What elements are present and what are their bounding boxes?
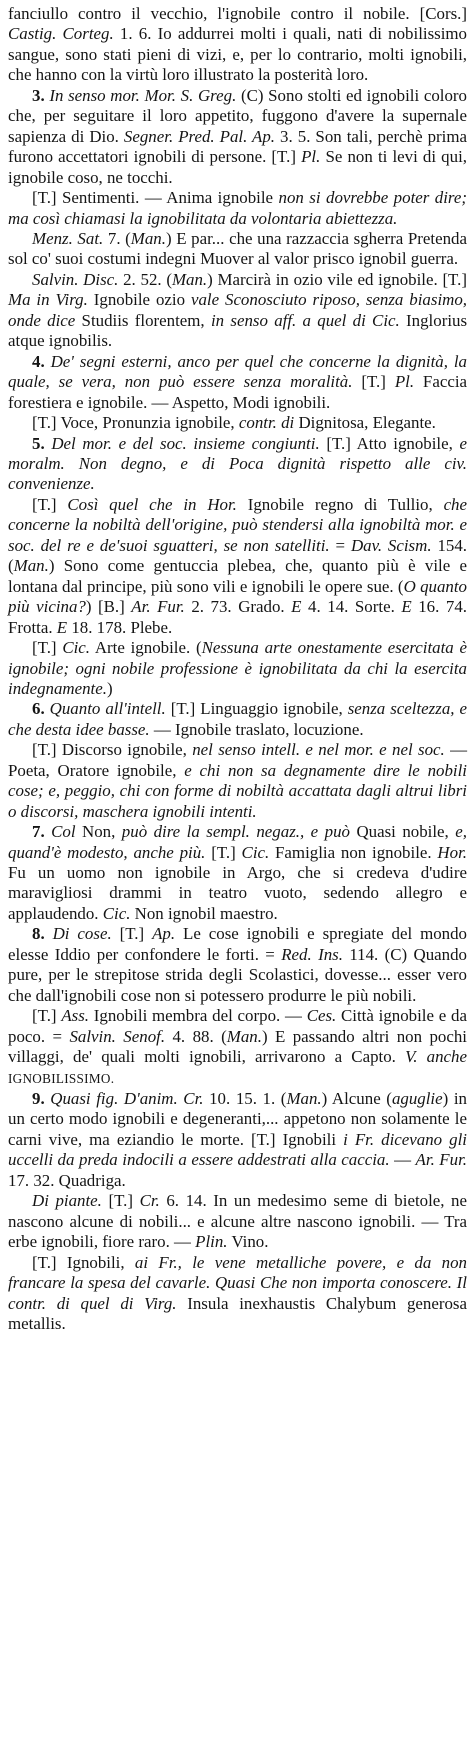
entry-text: aguglie xyxy=(391,1089,443,1109)
entry-paragraph xyxy=(8,352,467,413)
entry-text: 4. 14. Sorte. xyxy=(301,597,402,617)
entry-text: Man. xyxy=(226,1026,262,1046)
entry-text: Ap. xyxy=(152,924,176,944)
sense-number: 3. xyxy=(32,85,45,105)
entry-paragraph xyxy=(8,740,467,822)
entry-text: Cr. xyxy=(139,1191,160,1211)
entry-text: ) E par... che una razzaccia sgherra Pretenda sol co' suoi costumi indegni Muover al valor prisco ignobil guerra. xyxy=(8,228,467,269)
entry-text: [T.] xyxy=(352,372,395,392)
entry-text: Ar. Fur. xyxy=(131,597,185,617)
entry-text: [T.] xyxy=(32,1006,62,1026)
entry-text: Ignobile ozio xyxy=(87,290,191,310)
entry-text: 154. ( xyxy=(8,535,467,576)
entry-text: Ma in Virg. xyxy=(8,290,88,310)
entry-text: Cic. xyxy=(241,842,270,862)
entry-text: (C) Sono stolti ed ignobili coloro che, per seguitare il loro appetito, fuggono d'avere la supernale sapienza di Dio. xyxy=(8,85,468,146)
entry-text: — xyxy=(389,1150,416,1170)
entry-paragraph xyxy=(8,1089,467,1191)
entry-text: ) in un certo modo ignobili e degeneranti,... appetono non solamente le carni vive, ma eziandio le morte. [T.] Ignobili xyxy=(8,1089,467,1149)
entry-paragraph xyxy=(8,4,467,86)
entry-text: Non ignobil maestro. xyxy=(130,903,278,923)
entry-text: ai Fr., le vene metalliche povere, e da non francare la spesa del cavarle. Quasi Che non importa conoscere. Il contr. di quel di Virg. xyxy=(8,1252,467,1313)
entry-text: Non, xyxy=(75,822,122,842)
entry-text: Famiglia non ignobile. xyxy=(269,842,438,862)
entry-text: senza sceltezza, e che desta idee basse. xyxy=(8,699,467,739)
sense-number: 4. xyxy=(32,351,45,371)
entry-paragraph xyxy=(8,270,467,352)
entry-text: e moralm. Non degno, e di Poca dignità rispetto alle civ. convenienze. xyxy=(8,433,467,494)
entry-text: O quanto più vicina? xyxy=(8,576,467,617)
entry-text: 6. 14. In un medesimo seme di bietole, ne nascono alcune di nobili... e alcune altre nascono ignobili. — Tra erbe ignobili, fiore raro. — xyxy=(8,1191,467,1252)
entry-text: 7. ( xyxy=(103,228,131,248)
entry-paragraph xyxy=(8,86,467,188)
entry-text: [T.] Atto ignobile, xyxy=(319,433,460,453)
entry-paragraph xyxy=(8,229,467,270)
entry-text: e chi non sa degnamente dire le nobili cose; e, peggio, chi con forme di nobiltà accattata dagli altrui libri o discorsi, maschera ignobili intenti. xyxy=(8,760,467,821)
entry-text: Man. xyxy=(13,556,49,576)
entry-text: [T.] xyxy=(101,1191,140,1211)
entry-text: 1. 6. Io addurrei molti i quali, nati di nobilissimo sangue, sono stati pieni di vizi, e, per lo contrario, molti ignobili, che hanno con la virtù loro illustrato la posterità loro. xyxy=(8,24,468,85)
entry-paragraph xyxy=(8,822,467,924)
sense-number: 8. xyxy=(32,924,45,944)
entry-text: può dire la sempl. negaz., e può xyxy=(121,822,350,842)
entry-text: [T.] xyxy=(205,842,242,862)
entry-text: Ar. Fur. xyxy=(415,1150,467,1170)
entry-text: Quasi fig. D'anim. Cr. xyxy=(44,1089,204,1109)
entry-text: E xyxy=(291,597,302,617)
entry-text: Del mor. e del soc. insieme congiunti. xyxy=(44,433,320,453)
entry-text: fanciullo contro il vecchio, l'ignobile contro il nobile. [Cors.] xyxy=(8,4,467,23)
entry-paragraph xyxy=(8,924,467,1006)
entry-text: ) E passando altri non pochi villaggi, de' quali molti ignobili, arrivarono a Capto. xyxy=(8,1026,467,1067)
entry-text: — Poeta, Oratore ignobile, xyxy=(8,740,467,780)
entry-paragraph xyxy=(8,413,467,433)
entry-text: Così quel che in Hor. xyxy=(67,494,237,514)
entry-paragraph xyxy=(8,1253,467,1335)
entry-paragraph xyxy=(8,434,467,495)
entry-text: Plin. xyxy=(195,1232,228,1252)
entry-text: 16. 74. Frotta. xyxy=(8,597,467,637)
entry-text: 114. (C) Quando pure, per le strepitose strida degli Scolastici, dovesse... esser vero che dall'ignobili cose non si potessero produrre le più nobili. xyxy=(8,944,468,1005)
entry-text: Pl. xyxy=(301,147,321,167)
entry-text: e, quand'è modesto, anche più. xyxy=(8,822,467,862)
entry-text: Insula inexhaustis Chalybum generosa metallis. xyxy=(8,1293,467,1333)
entry-text: 10. 15. 1. ( xyxy=(203,1089,287,1109)
entry-text: = xyxy=(329,535,351,555)
entry-text: 2. 52. ( xyxy=(118,269,172,289)
entry-text: 3. 5. Son tali, perchè prima furono accettatori ignobili di persone. [T.] xyxy=(8,126,467,167)
entry-text: Segner. Pred. Pal. Ap. xyxy=(123,126,276,146)
entry-text: Dignitosa, Elegante. xyxy=(294,413,436,433)
entry-text: ) Marcirà in ozio vile ed ignobile. [T.] xyxy=(207,269,467,289)
entry-text: Inglorius atque ignobilis. xyxy=(8,310,468,351)
entry-text: Di piante. xyxy=(32,1191,102,1211)
entry-text: Quanto all'intell. xyxy=(44,699,166,719)
sense-number: 9. xyxy=(32,1089,45,1109)
entry-text: [T.] Discorso ignobile, xyxy=(32,740,193,760)
entry-text: E xyxy=(401,597,412,617)
entry-text: Salvin. Senof. xyxy=(69,1026,166,1046)
entry-paragraph xyxy=(8,495,467,638)
entry-text: vale Sconosciuto riposo, senza biasimo, onde dice xyxy=(8,290,467,330)
entry-text: in senso aff. a quel di Cic. xyxy=(210,310,400,330)
entry-text: Col xyxy=(44,822,76,842)
entry-text: [T.] Sentimenti. — Anima ignobile xyxy=(32,188,279,208)
entry-text: Di cose. xyxy=(44,924,112,944)
entry-text: i Fr. dicevano gli uccelli da preda indocili a essere addestrati alla caccia. xyxy=(8,1129,467,1170)
entry-text: Castig. Corteg. xyxy=(8,24,114,44)
entry-text: In senso mor. Mor. S. Greg. xyxy=(44,85,237,105)
entry-text: IGNOBILISSIMO. xyxy=(8,1070,115,1086)
entry-text: Se non ti levi di qui, ignobile coso, ne tocchi. xyxy=(8,147,467,187)
entry-text: Le cose ignobili e spregiate del mondo elesse Iddio per confondere le forti. = xyxy=(8,924,467,964)
entry-text: Ces. xyxy=(306,1006,337,1026)
entry-text: V. anche xyxy=(405,1047,467,1067)
entry-text: [T.] Linguaggio ignobile, xyxy=(165,699,348,719)
entry-text: contr. di xyxy=(238,413,295,433)
entry-text: — Ignobile traslato, locuzione. xyxy=(149,719,364,739)
entry-paragraph xyxy=(8,638,467,699)
entry-text: Città ignobile e da poco. = xyxy=(8,1006,467,1046)
entry-text: 17. 32. Quadriga. xyxy=(8,1170,126,1190)
entry-text: Ignobile regno di Tullio, xyxy=(236,494,444,514)
entry-text: Cic. xyxy=(62,638,90,658)
entry-text: Cic. xyxy=(102,903,131,923)
entry-text: ) xyxy=(106,678,113,698)
entry-text: Vino. xyxy=(227,1232,269,1252)
entry-text: Man. xyxy=(286,1089,322,1109)
entry-text: 4. 88. ( xyxy=(165,1026,227,1046)
sense-number: 6. xyxy=(32,699,45,719)
entry-text: che concerne la nobiltà dell'origine, può stendersi alla ignobiltà mor. e soc. del re e de'suoi sguatteri, se non satelliti. xyxy=(8,494,468,555)
entry-text: Studiis florentem, xyxy=(75,310,211,330)
entry-text: non si dovrebbe poter dire; ma così chiamasi la ignobilitata da volontaria abiettezza. xyxy=(8,188,467,228)
entry-text: 18. 178. Plebe. xyxy=(67,617,173,637)
entry-text: Menz. Sat. xyxy=(32,228,104,248)
entry-paragraph xyxy=(8,699,467,740)
entry-text: Fu un uomo non ignobile in Argo, che si credeva d'udire maravigliosi drammi in teatro vuoto, sedendo allegro e applaudendo. xyxy=(8,863,467,923)
entry-text: Hor. xyxy=(437,842,467,862)
entry-text: Nessuna arte onestamente esercitata è ignobile; ogni nobile professione è ignobilitata da chi la esercita indegnamente. xyxy=(8,638,468,698)
entry-text: Ass. xyxy=(61,1006,89,1026)
sense-number: 5. xyxy=(32,433,45,453)
entry-text: Man. xyxy=(130,228,166,248)
entry-text: [T.] xyxy=(32,638,63,658)
entry-text: Ignobili membra del corpo. — xyxy=(89,1006,307,1026)
entry-text: Red. Ins. xyxy=(281,944,343,964)
entry-text: Salvin. Disc. xyxy=(32,269,119,289)
entry-text: De' segni esterni, anco per quel che concerne la dignità, la quale, se vera, non può essere senza moralità. xyxy=(8,351,467,392)
sense-number: 7. xyxy=(32,822,45,842)
entry-text: 2. 73. Grado. xyxy=(184,597,292,617)
entry-text: Quasi nobile, xyxy=(349,822,456,842)
entry-text: Man. xyxy=(171,269,208,289)
entry-paragraph xyxy=(8,1006,467,1089)
entry-text: Pl. xyxy=(394,372,415,392)
entry-text: ) Sono come gentuccia plebea, che, quanto più è vile e lontana dal principe, più sono vili e ignobili le opere sue. ( xyxy=(8,556,467,596)
entry-text: Dav. Scism. xyxy=(350,535,432,555)
entry-text: [T.] Ignobili, xyxy=(32,1252,135,1272)
entry-text: Faccia forestiera e ignobile. — Aspetto, Modi ignobili. xyxy=(8,372,468,412)
entry-text: E xyxy=(56,617,68,637)
entry-paragraph xyxy=(8,1191,467,1252)
entry-text: ) Alcune ( xyxy=(321,1089,392,1109)
entry-paragraph xyxy=(8,188,467,229)
entry-text: [T.] Voce, Pronunzia ignobile, xyxy=(32,413,239,433)
entry-text: [T.] xyxy=(111,924,153,944)
entry-text: ) [B.] xyxy=(85,597,132,617)
entry-text: Arte ignobile. ( xyxy=(90,638,202,658)
entry-text: nel senso intell. e nel mor. e nel soc. xyxy=(192,740,445,760)
entry-text: [T.] xyxy=(32,494,68,514)
